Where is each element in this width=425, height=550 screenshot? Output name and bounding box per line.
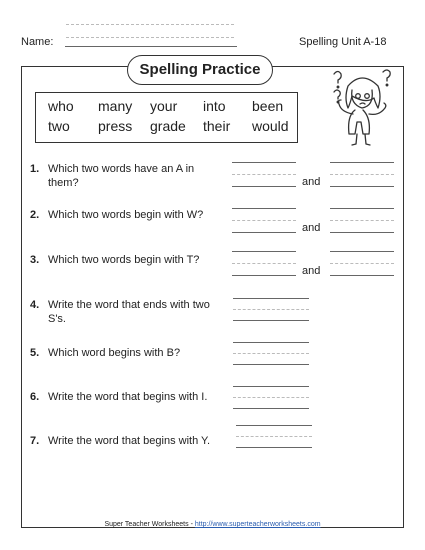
- name-input-line[interactable]: [65, 46, 237, 47]
- word-bank-word: two: [48, 118, 70, 134]
- name-label: Name:: [21, 36, 54, 48]
- word-bank-word: press: [98, 118, 133, 134]
- answer-blank[interactable]: [330, 275, 394, 276]
- answer-line: [330, 162, 394, 163]
- question-number: 3.: [30, 254, 40, 266]
- page-title: Spelling Practice: [127, 55, 273, 85]
- answer-blank[interactable]: [233, 320, 309, 321]
- answer-midline: [330, 220, 394, 221]
- answer-blank[interactable]: [330, 186, 394, 187]
- question-number: 4.: [30, 299, 40, 311]
- word-bank: [35, 92, 298, 143]
- question-text: Write the word that begins with I.: [48, 391, 208, 403]
- answer-line: [233, 342, 309, 343]
- answer-midline: [233, 397, 309, 398]
- answer-blank[interactable]: [233, 408, 309, 409]
- footer-brand: Super Teacher Worksheets: [104, 521, 189, 528]
- question-text: Which two words begin with T?: [48, 254, 200, 266]
- question-number: 1.: [30, 163, 40, 175]
- answer-midline: [236, 436, 312, 437]
- answer-line: [330, 208, 394, 209]
- word-bank-word: into: [203, 98, 226, 114]
- word-bank-word: many: [98, 98, 133, 114]
- word-bank-word: would: [252, 118, 289, 134]
- answer-midline: [330, 174, 394, 175]
- answer-line: [232, 208, 296, 209]
- name-guide-line: [66, 24, 234, 25]
- footer-link[interactable]: http://www.superteacherworksheets.com: [194, 521, 321, 528]
- question-text: Which two words begin with W?: [48, 209, 204, 221]
- answer-midline: [233, 309, 309, 310]
- name-midline: [66, 37, 234, 38]
- question-number: 5.: [30, 347, 40, 359]
- confused-girl-icon: [328, 66, 394, 148]
- answer-midline: [232, 220, 296, 221]
- and-label: and: [302, 176, 321, 188]
- answer-line: [236, 425, 312, 426]
- answer-blank[interactable]: [232, 186, 296, 187]
- question-number: 2.: [30, 209, 40, 221]
- word-bank-word: their: [203, 118, 231, 134]
- answer-midline: [232, 174, 296, 175]
- answer-midline: [233, 353, 309, 354]
- footer: [0, 521, 425, 528]
- answer-blank[interactable]: [330, 232, 394, 233]
- question-text: Which word begins with B?: [48, 347, 181, 359]
- answer-blank[interactable]: [233, 364, 309, 365]
- answer-blank[interactable]: [232, 232, 296, 233]
- answer-blank[interactable]: [236, 447, 312, 448]
- question-text: Write the word that ends with two S's.: [48, 299, 210, 325]
- and-label: and: [302, 265, 321, 277]
- question-number: 6.: [30, 391, 40, 403]
- question-text: Write the word that begins with Y.: [48, 435, 211, 447]
- answer-line: [232, 251, 296, 252]
- word-bank-word: been: [252, 98, 284, 114]
- word-bank-word: grade: [150, 118, 186, 134]
- answer-line: [233, 298, 309, 299]
- word-bank-word: who: [48, 98, 74, 114]
- answer-blank[interactable]: [232, 275, 296, 276]
- and-label: and: [302, 222, 321, 234]
- answer-line: [330, 251, 394, 252]
- unit-label: Spelling Unit A-18: [299, 36, 387, 48]
- answer-midline: [232, 263, 296, 264]
- footer-separator: -: [190, 521, 193, 528]
- answer-midline: [330, 263, 394, 264]
- answer-line: [233, 386, 309, 387]
- question-text: Which two words have an A in them?: [48, 163, 195, 189]
- answer-line: [232, 162, 296, 163]
- word-bank-word: your: [150, 98, 178, 114]
- question-number: 7.: [30, 435, 40, 447]
